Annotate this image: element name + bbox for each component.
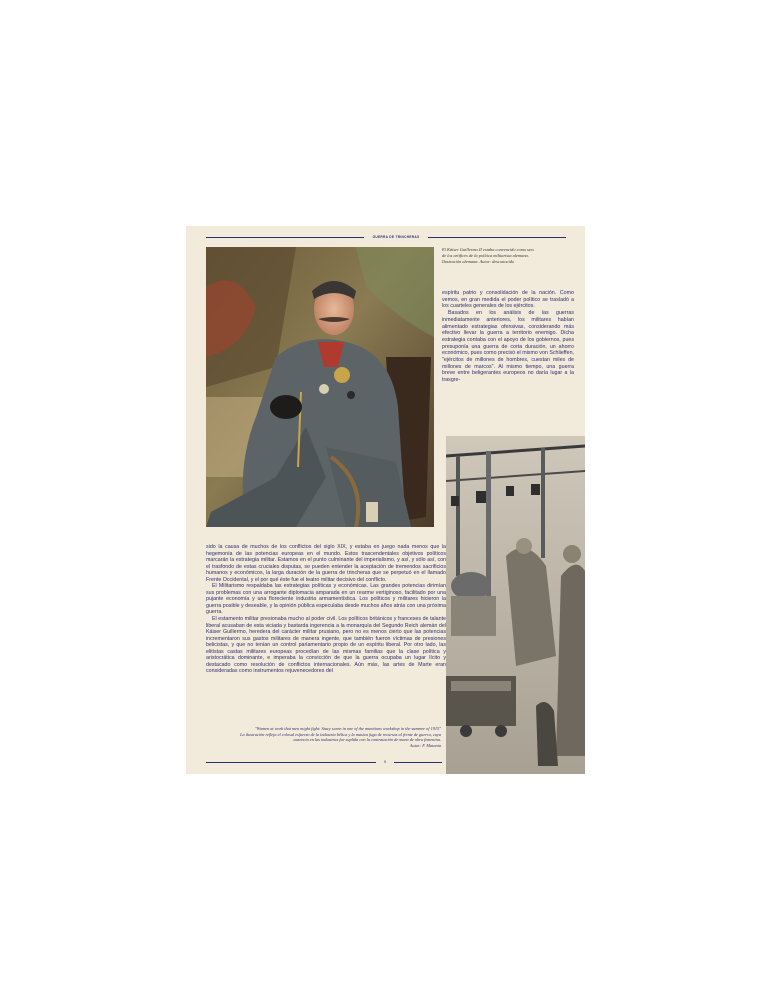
right-column-text (442, 290, 574, 384)
kaiser-portrait-illustration (206, 247, 434, 527)
header-rule-left (206, 237, 364, 238)
caption-line: Ilustración alemana. Autor: desconocido (442, 258, 515, 264)
main-body-text (206, 544, 446, 675)
footer-rule-left (206, 762, 376, 763)
caption-line: Autor: F. Matania (409, 742, 441, 748)
paragraph: Basados en los análisis de las guerras inmediatamente anteriores, los militares habían alimentado estrategias ofensivas, considerando más efectivo llevar la guerra a territorio enemigo. Dicha estrategia contaba con el apoyo de los gobiernos, pues presuponía una guerra de corta duración, un ahorro económico, pues como precisó el mismo von Schlieffen, "ejércitos de millones de hombres, cuestan miles de millones de marcos". Al mismo tiempo, una guerra breve entre beligerantes europeos no daría lugar a la trasgre- (442, 310, 574, 384)
paragraph: El estamento militar presionaba mucho al poder civil. Los políticos británicos y franceses de talante liberal acusaban de esta viciada y bastarda ingerencia a la monarquía del Segundo Reich alemán del Káiser Guillermo, heredera del carácter militar prusiano, pero no es menos cierto que las potencias incrementaron sus gastos militares de manera ingente, que también fueron víctimas de presiones belicistas, y que no tenían un control parlamentario propio de un espíritu liberal. Por otro lado, las elitistas castas militares europeas procedían de las mismas familias que la clase política y aristocrática dominante, e imperaba la convicción de que la guerra ocupaba un lugar lícito y destacado como resolución de conflictos internacionales. Aún más, las artes de Marte eran consideradas como instrumentos rejuvenecedores del (206, 616, 446, 675)
paragraph: El Militarismo respaldaba las estrategias políticas y económicas. Las grandes potencias dirimían sus problemas con una arrogante diplomacia amparada en un rearme vertiginoso, facilitado por una pujante economía y una floreciente industria armamentística. Los políticos y militares hicieron la guerra posible y deseable, y la opinión pública especulaba desde muchos años atrás con una próxima guerra. (206, 583, 446, 616)
caption-line: "Women at work that men might fight: Stacy scene in one of the munitions workshop in the summer of 1915" (254, 726, 441, 731)
caption-line: ausencia en las industrias fue suplida con la contratación de mano de obra femenina. (293, 737, 441, 743)
caption-line: El Káiser Guillermo II estaba convencido como uno (442, 247, 534, 252)
running-header: GUERRA DE TRINCHERAS (372, 235, 420, 239)
factory-caption (206, 726, 441, 748)
page-number: 9 (384, 760, 386, 764)
paragraph: sido la causa de muchos de los conflictos del siglo XIX, y estaba en juego nada menos que la hegemonía de las potencias europeas en el mundo. Estos trascendentales objetivos políticos marcarán la estrategia militar. Estamos en el punto culminante del imperialismo, y así, y sólo así, con el trasfondo de estas cruciales disputas, se pueden entender la aceptación de tremendos sacrificios humanos y económicos, la larga duración de la guerra de trincheras que se perpetuó en el llamado Frente Occidental, y el por qué éste fue el teatro militar decisivo del conflicto. (206, 544, 446, 583)
caption-line: de los artífices de la política militarista alemana. (442, 252, 529, 258)
header-rule-right (428, 237, 566, 238)
munitions-factory-illustration (446, 436, 585, 774)
footer-rule-right (394, 762, 442, 763)
portrait-caption (442, 247, 577, 264)
magazine-page (186, 226, 585, 774)
paragraph: espíritu patrio y consolidación de la nación. Como vemos, en gran medida el poder político se trasladó a los cuarteles generales de los ejércitos. (442, 290, 574, 310)
caption-line: La ilustración refleja el colosal esfuerzo de la industria bélica y la masiva fuga de recursos al frente de guerra, cuya (240, 731, 441, 737)
